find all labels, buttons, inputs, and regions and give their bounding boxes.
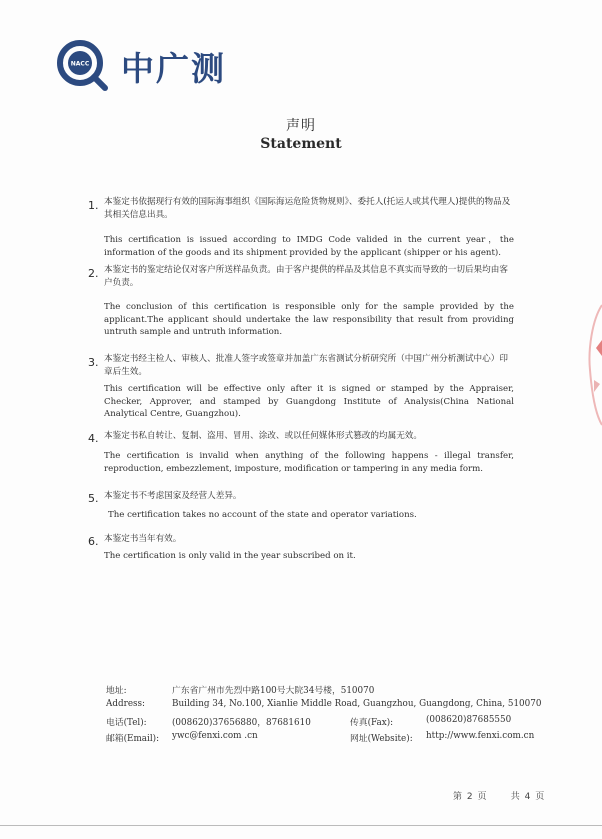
clause-en-text: The certification is invalid when anything of the following happens - illegal transfer, reproduction, embezzlement, imposture, modification or tampering in any media form. — [104, 451, 514, 474]
clause-number: 2. — [88, 267, 99, 280]
clause-number: 4. — [88, 432, 99, 445]
title-en: Statement — [260, 136, 342, 152]
fax-label: 传真(Fax): — [350, 718, 394, 728]
logo-name: 中广测 — [121, 48, 226, 88]
bottom-divider — [0, 825, 602, 826]
clause-cn-text: 本鉴定书不考虑国家及经营人差异。 — [104, 491, 242, 501]
logo-badge-text: NACC — [70, 60, 90, 68]
address-cn-value: 广东省广州市先烈中路100号大院34号楼，510070 — [172, 686, 375, 696]
clause-cn-text: 本鉴定书当年有效。 — [104, 534, 182, 544]
website-value: http://www.fenxi.com.cn — [426, 731, 535, 741]
clause-cn-text: 本鉴定书经主检人、审核人、批准人签字或签章并加盖广东省测试分析研究所（中国广州分析测试中心）印章后生效。 — [104, 354, 508, 377]
email-label: 邮箱(Email): — [106, 734, 160, 744]
clause-en-text: The certification is only valid in the year subscribed on it. — [104, 551, 356, 561]
clause-en-text: This certification will be effective only after it is signed or stamped by the Appraiser, Checker, Approver, and stamped by Guangdong Institute of Analysis(China National Analytical Centre, Guangzhou). — [104, 384, 514, 419]
clause-en-text: The certification takes no account of the state and operator variations. — [108, 510, 417, 520]
email-value: ywc@fenxi.com .cn — [172, 731, 258, 741]
tel-value: (008620)37656880，87681610 — [172, 718, 311, 728]
company-logo — [55, 38, 226, 94]
clause-number: 3. — [88, 356, 99, 369]
clause-cn-text: 本鉴定书私自转让、复制、盗用、冒用、涂改、或以任何媒体形式篡改的均属无效。 — [104, 431, 422, 441]
red-seal-fragment — [580, 300, 602, 430]
nacc-magnifier-icon — [55, 38, 111, 94]
clause-en-text: This certification is issued according to IMDG Code valided in the current year，the information of the goods and its shipment provided by the applicant (shipper or his agent). — [104, 235, 514, 258]
clause-cn-text: 本鉴定书依据现行有效的国际海事组织《国际海运危险货物规则》、委托人(托运人或其代理人)提供的物品及其相关信息出具。 — [104, 197, 511, 220]
clause-number: 1. — [88, 199, 99, 212]
tel-label: 电话(Tel): — [106, 718, 147, 728]
clause-number: 6. — [88, 535, 99, 548]
page-total: 共 4 页 — [510, 792, 545, 802]
clause-en-text: The conclusion of this certification is responsible only for the sample provided by the applicant.The applicant should undertake the law responsibility that result from providing untruth sample and untruth information. — [104, 302, 514, 337]
clause-number: 5. — [88, 492, 99, 505]
page-current: 第 2 页 — [453, 792, 487, 802]
clause-cn-text: 本鉴定书的鉴定结论仅对客户所送样品负责。由于客户提供的样品及其信息不真实而导致的一切后果均由客户负责。 — [104, 265, 508, 288]
fax-value: (008620)87685550 — [426, 715, 512, 725]
address-en-value: Building 34, No.100, Xianlie Middle Road, Guangzhou, Guangdong, China, 510070 — [172, 699, 542, 709]
website-label: 网址(Website): — [350, 734, 413, 744]
address-en-label: Address: — [106, 699, 146, 709]
page-number — [453, 789, 544, 802]
title-cn: 声明 — [286, 118, 316, 134]
address-cn-label: 地址: — [106, 686, 127, 696]
